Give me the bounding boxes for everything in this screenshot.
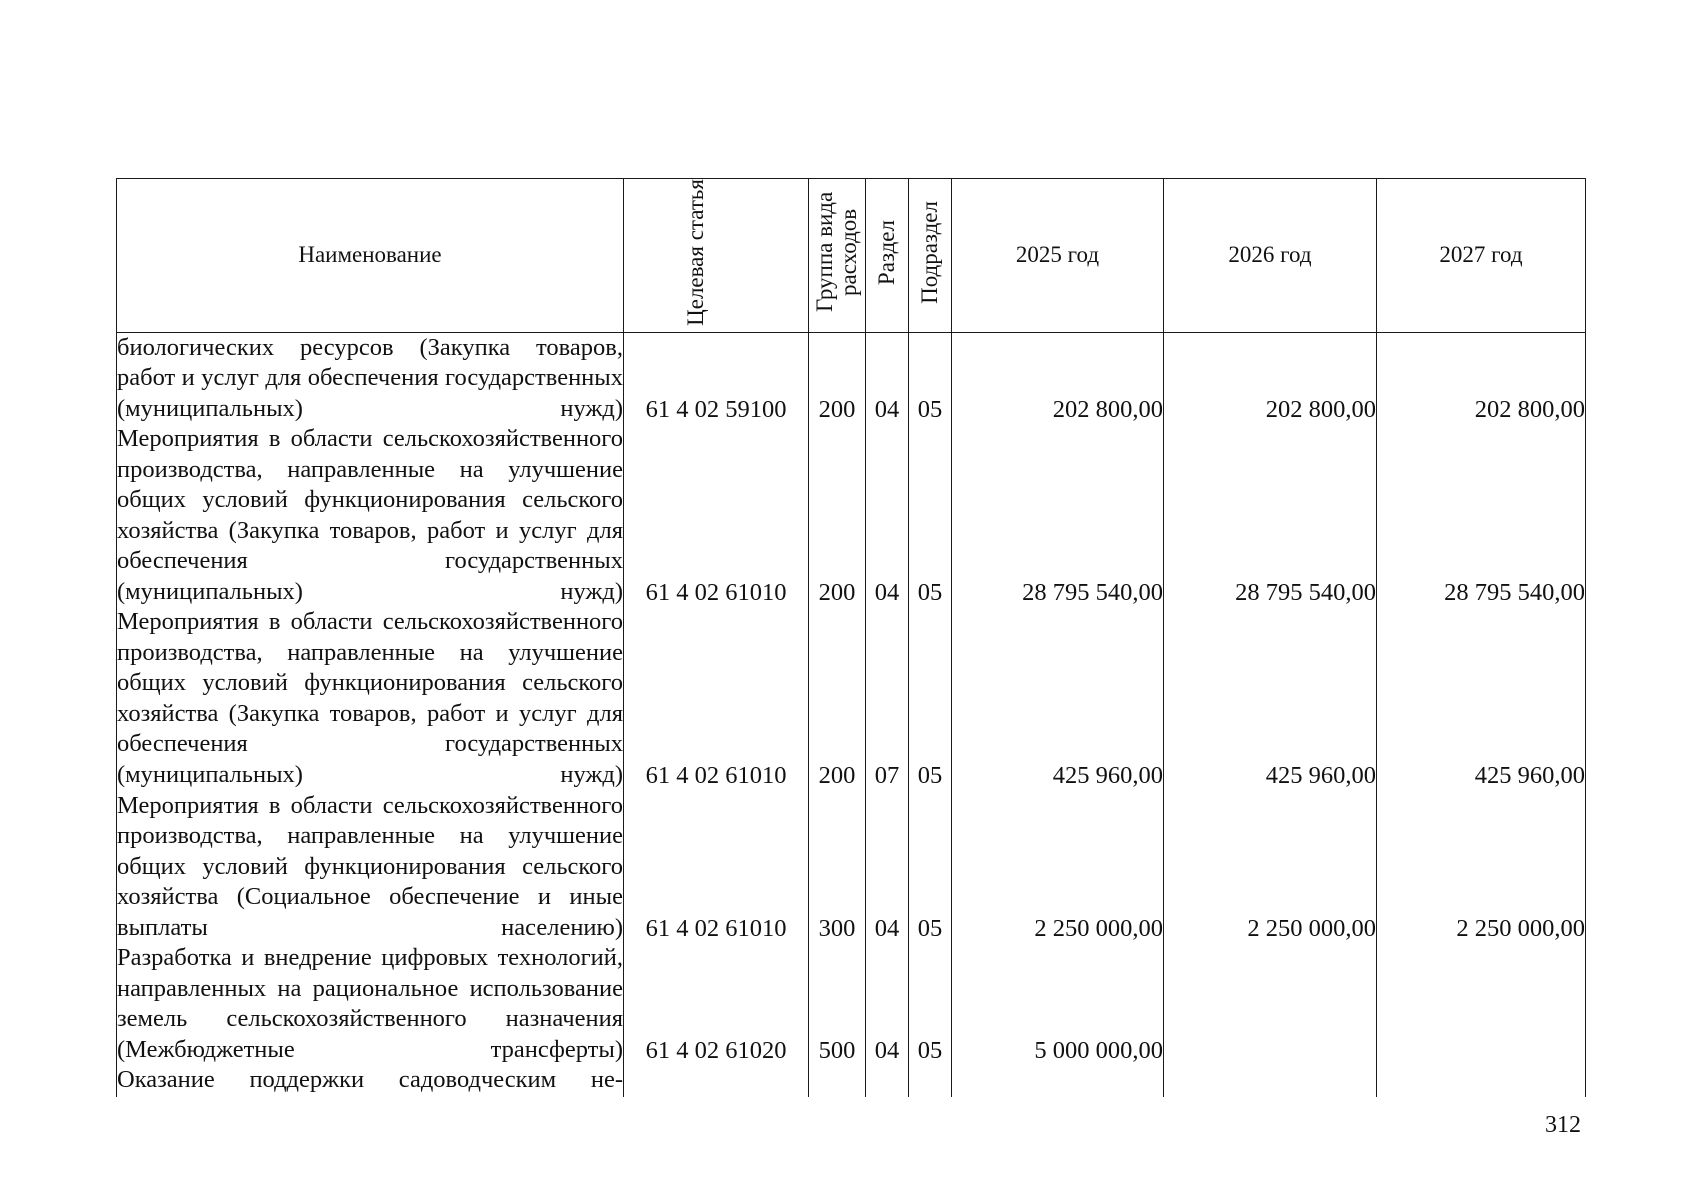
row-expense-group: 200 [809, 607, 866, 790]
row-section: 04 [866, 790, 909, 943]
header-expense-group [809, 179, 866, 333]
row-amount-2026: 2 250 000,00 [1164, 790, 1377, 943]
row-amount-2026: 28 795 540,00 [1164, 424, 1377, 607]
row-amount-2026 [1164, 1065, 1377, 1097]
row-amount-2026 [1164, 943, 1377, 1065]
header-target-article-label: Целевая статья [683, 179, 708, 326]
row-target-article: 61 4 02 61010 [624, 424, 809, 607]
row-name: Мероприятия в области сельскохозяйственного производства, направленные на улучшение общих условий функционирования сельского хозяйства (Закупка товаров, работ и услуг для обеспечения государственных (муниципальных) нужд) [117, 607, 624, 790]
row-amount-2026: 202 800,00 [1164, 332, 1377, 424]
row-amount-2027: 202 800,00 [1377, 332, 1586, 424]
row-expense-group: 200 [809, 332, 866, 424]
row-section: 04 [866, 943, 909, 1065]
header-expense-group-label: Группа вида расходов [811, 192, 861, 313]
row-name: биологических ресурсов (Закупка товаров, работ и услуг для обеспечения государственных (муниципальных) нужд) [117, 332, 624, 424]
row-amount-2025 [952, 1065, 1164, 1097]
row-expense-group [809, 1065, 866, 1097]
header-2026: 2026 год [1164, 179, 1377, 333]
row-name: Разработка и внедрение цифровых технологий, направленных на рациональное использование земель сельскохозяйственного назначения (Межбюджетные трансферты) [117, 943, 624, 1065]
row-section: 04 [866, 332, 909, 424]
row-expense-group: 300 [809, 790, 866, 943]
header-2027: 2027 год [1377, 179, 1586, 333]
row-amount-2027: 28 795 540,00 [1377, 424, 1586, 607]
row-amount-2025: 425 960,00 [952, 607, 1164, 790]
header-section-label: Раздел [873, 219, 899, 285]
row-subsection [909, 1065, 952, 1097]
budget-table [116, 178, 1586, 1097]
row-subsection: 05 [909, 607, 952, 790]
row-target-article: 61 4 02 61010 [624, 790, 809, 943]
header-2025: 2025 год [952, 179, 1164, 333]
table-row [117, 332, 1586, 424]
row-expense-group: 500 [809, 943, 866, 1065]
header-subsection-label: Подраздел [916, 200, 942, 304]
row-amount-2026: 425 960,00 [1164, 607, 1377, 790]
table-row [117, 607, 1586, 790]
row-amount-2025: 28 795 540,00 [952, 424, 1164, 607]
table-row [117, 943, 1586, 1065]
row-name: Мероприятия в области сельскохозяйственного производства, направленные на улучшение общих условий функционирования сельского хозяйства (Социальное обеспечение и иные выплаты населению) [117, 790, 624, 943]
row-amount-2027: 2 250 000,00 [1377, 790, 1586, 943]
header-target-article [624, 179, 809, 333]
row-name: Мероприятия в области сельскохозяйственного производства, направленные на улучшение общих условий функционирования сельского хозяйства (Закупка товаров, работ и услуг для обеспечения государственных (муниципальных) нужд) [117, 424, 624, 607]
header-name: Наименование [117, 179, 624, 333]
header-row [117, 179, 1586, 333]
row-amount-2025: 2 250 000,00 [952, 790, 1164, 943]
table-row [117, 1065, 1586, 1097]
row-section: 07 [866, 607, 909, 790]
table-row [117, 790, 1586, 943]
row-subsection: 05 [909, 790, 952, 943]
row-target-article [624, 1065, 809, 1097]
header-section [866, 179, 909, 333]
row-target-article: 61 4 02 59100 [624, 332, 809, 424]
row-section: 04 [866, 424, 909, 607]
row-amount-2025: 202 800,00 [952, 332, 1164, 424]
row-amount-2027 [1377, 1065, 1586, 1097]
row-expense-group: 200 [809, 424, 866, 607]
row-target-article: 61 4 02 61020 [624, 943, 809, 1065]
row-name: Оказание поддержки садоводческим не- [117, 1065, 624, 1097]
row-amount-2027: 425 960,00 [1377, 607, 1586, 790]
row-amount-2025: 5 000 000,00 [952, 943, 1164, 1065]
row-section [866, 1065, 909, 1097]
row-subsection: 05 [909, 943, 952, 1065]
row-target-article: 61 4 02 61010 [624, 607, 809, 790]
page-number: 312 [1545, 1112, 1581, 1138]
row-subsection: 05 [909, 332, 952, 424]
row-subsection: 05 [909, 424, 952, 607]
header-subsection [909, 179, 952, 333]
row-amount-2027 [1377, 943, 1586, 1065]
table-row [117, 424, 1586, 607]
